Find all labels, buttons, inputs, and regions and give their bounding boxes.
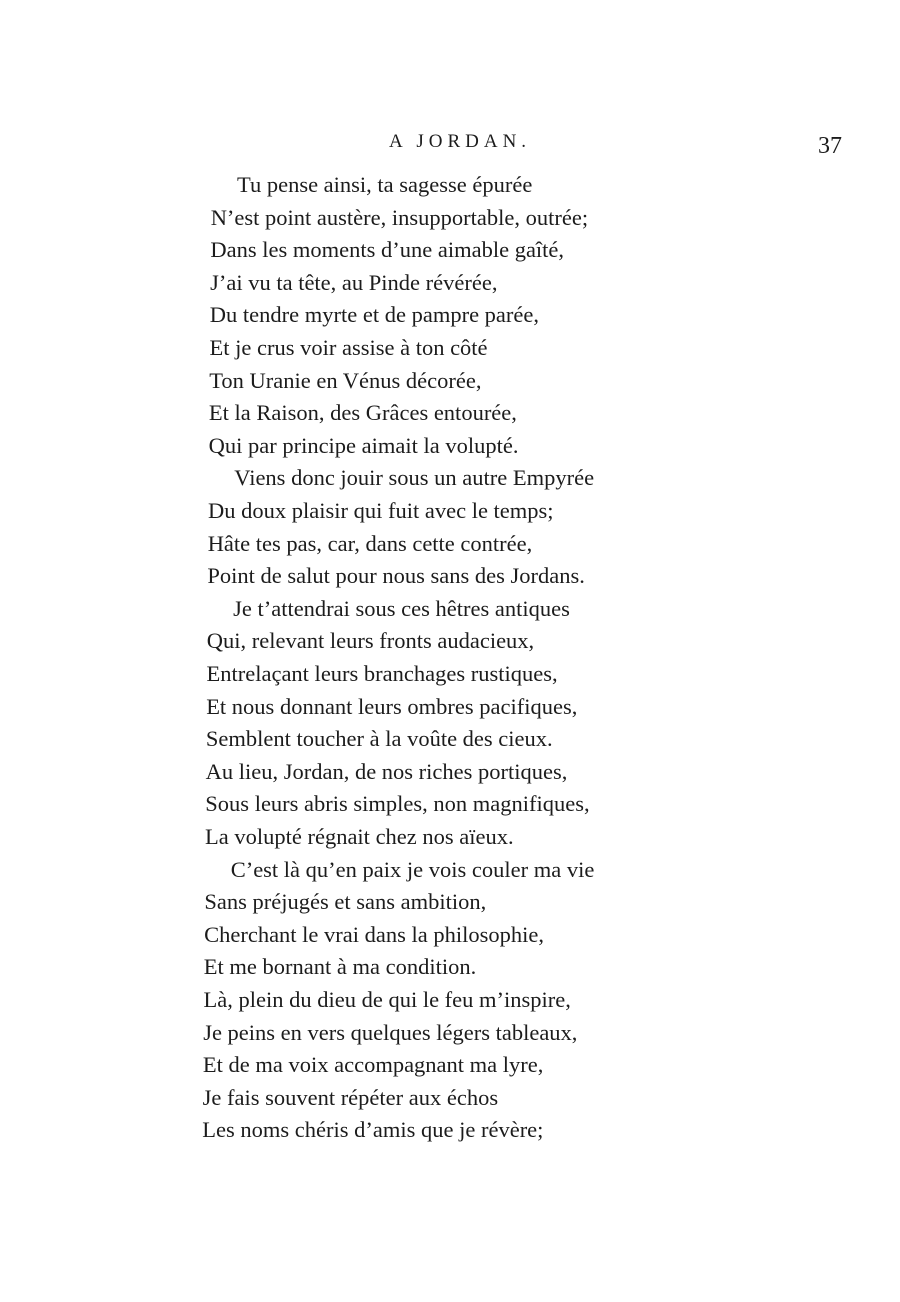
poem-line: Point de salut pour nous sans des Jordans. [207, 563, 585, 589]
poem-line: Là, plein du dieu de qui le feu m’inspire, [203, 987, 571, 1012]
running-head-title: A JORDAN. [388, 131, 532, 152]
poem-line: Du doux plaisir qui fuit avec le temps; [208, 498, 554, 523]
poem-line: Viens donc jouir sous un autre Empyrée [234, 465, 595, 491]
poem-line: Et la Raison, des Grâces entourée, [208, 400, 517, 426]
poem-line: Au lieu, Jordan, de nos riches portiques, [205, 758, 568, 784]
poem-line: Sous leurs abris simples, non magnifiques, [205, 791, 590, 817]
poem-line: Et de ma voix accompagnant ma lyre, [202, 1052, 544, 1078]
poem-line: Et nous donnant leurs ombres pacifiques, [206, 693, 578, 719]
poem-line: N’est point austère, insupportable, outrée; [210, 204, 589, 230]
poem-line: Sans préjugés et sans ambition, [204, 889, 487, 915]
poem-line: La volupté régnait chez nos aïeux. [205, 824, 514, 849]
poem-line: Je peins en vers quelques légers tableaux, [203, 1019, 578, 1045]
poem-line: Semblent toucher à la voûte des cieux. [205, 726, 553, 752]
poem-line: Entrelaçant leurs branchages rustiques, [206, 661, 558, 686]
poem-line: Tu pense ainsi, ta sagesse épurée [237, 172, 533, 197]
poem-line: Qui, relevant leurs fronts audacieux, [206, 628, 535, 654]
poem-line: Je fais souvent répéter aux échos [202, 1084, 499, 1110]
poem-line: Et me bornant à ma condition. [203, 954, 477, 980]
poem-line: Dans les moments d’une aimable gaîté, [210, 237, 565, 263]
poem-line: Hâte tes pas, car, dans cette contrée, [207, 530, 533, 556]
poem-line: Cherchant le vrai dans la philosophie, [204, 921, 544, 947]
poem-line: Et je crus voir assise à ton côté [209, 335, 488, 360]
poem-line: J’ai vu ta tête, au Pinde révérée, [210, 269, 498, 295]
poem-line: Du tendre myrte et de pampre parée, [209, 302, 540, 328]
poem-line: C’est là qu’en paix je vois couler ma vie [230, 856, 595, 882]
page-number: 37 [818, 133, 842, 159]
poem-line: Qui par principe aimait la volupté. [208, 432, 519, 458]
poem-line: Je t’attendrai sous ces hêtres antiques [233, 595, 570, 621]
poem-line: Les noms chéris d’amis que je révère; [202, 1117, 544, 1143]
poem-line: Ton Uranie en Vénus décorée, [209, 367, 482, 393]
